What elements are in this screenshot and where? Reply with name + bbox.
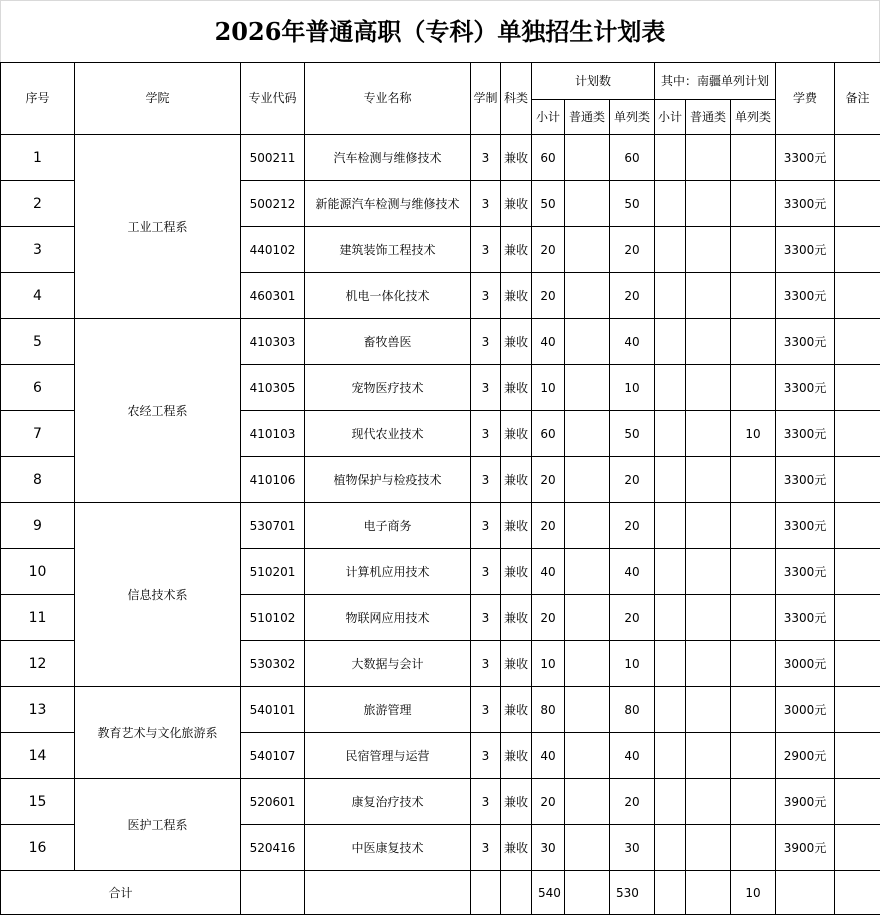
nj-general-cell: [686, 641, 731, 687]
plan-single-cell: 40: [610, 549, 655, 595]
major-name-cell: 宠物医疗技术: [305, 365, 471, 411]
duration-cell: 3: [471, 503, 501, 549]
header-plan-general: 普通类: [565, 100, 610, 135]
table-row: [1, 687, 880, 733]
plan-subtotal-cell: 20: [532, 273, 565, 319]
duration-cell: 3: [471, 733, 501, 779]
major-name-cell: 计算机应用技术: [305, 549, 471, 595]
header-nj-general: 普通类: [686, 100, 731, 135]
nj-single-cell: [731, 273, 776, 319]
header-plan-single: 单列类: [610, 100, 655, 135]
total-code-cell: [241, 871, 305, 915]
major-name-cell: 建筑装饰工程技术: [305, 227, 471, 273]
major-name-cell: 康复治疗技术: [305, 779, 471, 825]
nj-subtotal-cell: [655, 135, 686, 181]
remark-cell: [835, 595, 880, 641]
subject-cell: 兼收: [501, 825, 532, 871]
seq-cell: 5: [1, 319, 75, 365]
fee-cell: 3300元: [776, 457, 835, 503]
total-nj-single-cell: 10: [731, 871, 776, 915]
major-code-cell: 410303: [241, 319, 305, 365]
nj-single-cell: [731, 595, 776, 641]
subject-cell: 兼收: [501, 595, 532, 641]
duration-cell: 3: [471, 135, 501, 181]
remark-cell: [835, 687, 880, 733]
table-row: [1, 503, 880, 549]
duration-cell: 3: [471, 319, 501, 365]
nj-general-cell: [686, 411, 731, 457]
nj-single-cell: [731, 227, 776, 273]
plan-general-cell: [565, 825, 610, 871]
plan-single-cell: 20: [610, 503, 655, 549]
plan-single-cell: 30: [610, 825, 655, 871]
subject-cell: 兼收: [501, 733, 532, 779]
nj-single-cell: [731, 365, 776, 411]
nj-subtotal-cell: [655, 595, 686, 641]
remark-cell: [835, 273, 880, 319]
major-name-cell: 植物保护与检疫技术: [305, 457, 471, 503]
nj-subtotal-cell: [655, 411, 686, 457]
fee-cell: 3300元: [776, 365, 835, 411]
seq-cell: 9: [1, 503, 75, 549]
header-plan-subtotal: 小计: [532, 100, 565, 135]
major-code-cell: 410106: [241, 457, 305, 503]
nj-single-cell: [731, 181, 776, 227]
major-code-cell: 540107: [241, 733, 305, 779]
duration-cell: 3: [471, 641, 501, 687]
plan-single-cell: 20: [610, 595, 655, 641]
duration-cell: 3: [471, 825, 501, 871]
nj-subtotal-cell: [655, 503, 686, 549]
seq-cell: 2: [1, 181, 75, 227]
header-plan: 计划数: [532, 63, 655, 100]
nj-single-cell: [731, 549, 776, 595]
plan-subtotal-cell: 40: [532, 549, 565, 595]
fee-cell: 3000元: [776, 687, 835, 733]
major-name-cell: 汽车检测与维修技术: [305, 135, 471, 181]
seq-cell: 15: [1, 779, 75, 825]
plan-general-cell: [565, 135, 610, 181]
header-major: 专业名称: [305, 63, 471, 135]
nj-general-cell: [686, 779, 731, 825]
nj-general-cell: [686, 227, 731, 273]
major-name-cell: 民宿管理与运营: [305, 733, 471, 779]
nj-single-cell: [731, 733, 776, 779]
plan-general-cell: [565, 595, 610, 641]
seq-cell: 12: [1, 641, 75, 687]
table-row: [1, 135, 880, 181]
remark-cell: [835, 641, 880, 687]
plan-general-cell: [565, 733, 610, 779]
header-seq: 序号: [1, 63, 75, 135]
plan-single-cell: 50: [610, 181, 655, 227]
plan-general-cell: [565, 273, 610, 319]
plan-subtotal-cell: 30: [532, 825, 565, 871]
subject-cell: 兼收: [501, 181, 532, 227]
duration-cell: 3: [471, 273, 501, 319]
major-code-cell: 410305: [241, 365, 305, 411]
remark-cell: [835, 457, 880, 503]
nj-subtotal-cell: [655, 273, 686, 319]
header-nj-single: 单列类: [731, 100, 776, 135]
total-remark-cell: [835, 871, 880, 915]
major-code-cell: 500211: [241, 135, 305, 181]
seq-cell: 14: [1, 733, 75, 779]
plan-general-cell: [565, 181, 610, 227]
header-nj-subtotal: 小计: [655, 100, 686, 135]
total-subtotal-cell: 540: [532, 871, 565, 915]
college-cell: 信息技术系: [75, 503, 241, 687]
duration-cell: 3: [471, 365, 501, 411]
subject-cell: 兼收: [501, 457, 532, 503]
nj-subtotal-cell: [655, 779, 686, 825]
major-code-cell: 530302: [241, 641, 305, 687]
plan-subtotal-cell: 20: [532, 457, 565, 503]
nj-general-cell: [686, 503, 731, 549]
plan-subtotal-cell: 40: [532, 319, 565, 365]
major-name-cell: 畜牧兽医: [305, 319, 471, 365]
fee-cell: 3300元: [776, 181, 835, 227]
seq-cell: 7: [1, 411, 75, 457]
nj-general-cell: [686, 457, 731, 503]
remark-cell: [835, 503, 880, 549]
duration-cell: 3: [471, 181, 501, 227]
header-fee: 学费: [776, 63, 835, 135]
header-nanjiang: 其中：南疆单列计划: [655, 63, 776, 100]
fee-cell: 3000元: [776, 641, 835, 687]
fee-cell: 3300元: [776, 135, 835, 181]
plan-subtotal-cell: 10: [532, 365, 565, 411]
seq-cell: 8: [1, 457, 75, 503]
college-cell: 农经工程系: [75, 319, 241, 503]
seq-cell: 6: [1, 365, 75, 411]
plan-general-cell: [565, 779, 610, 825]
total-single-cell: 530: [610, 871, 655, 915]
subject-cell: 兼收: [501, 641, 532, 687]
nj-general-cell: [686, 273, 731, 319]
college-cell: 教育艺术与文化旅游系: [75, 687, 241, 779]
remark-cell: [835, 365, 880, 411]
fee-cell: 3900元: [776, 779, 835, 825]
nj-subtotal-cell: [655, 457, 686, 503]
subject-cell: 兼收: [501, 503, 532, 549]
fee-cell: 3900元: [776, 825, 835, 871]
total-row: [1, 871, 880, 915]
header-code: 专业代码: [241, 63, 305, 135]
plan-general-cell: [565, 549, 610, 595]
enrollment-plan-table: [0, 62, 880, 915]
total-nj-subtotal-cell: [655, 871, 686, 915]
nj-subtotal-cell: [655, 227, 686, 273]
seq-cell: 10: [1, 549, 75, 595]
nj-subtotal-cell: [655, 825, 686, 871]
nj-general-cell: [686, 181, 731, 227]
plan-single-cell: 20: [610, 779, 655, 825]
table-body: [1, 135, 880, 915]
total-major-cell: [305, 871, 471, 915]
plan-general-cell: [565, 227, 610, 273]
total-general-cell: [565, 871, 610, 915]
plan-single-cell: 50: [610, 411, 655, 457]
remark-cell: [835, 779, 880, 825]
plan-single-cell: 20: [610, 227, 655, 273]
duration-cell: 3: [471, 411, 501, 457]
seq-cell: 11: [1, 595, 75, 641]
plan-subtotal-cell: 60: [532, 135, 565, 181]
major-code-cell: 520416: [241, 825, 305, 871]
plan-single-cell: 40: [610, 733, 655, 779]
plan-single-cell: 80: [610, 687, 655, 733]
total-fee-cell: [776, 871, 835, 915]
header-subject: 科类: [501, 63, 532, 135]
subject-cell: 兼收: [501, 411, 532, 457]
plan-general-cell: [565, 687, 610, 733]
nj-subtotal-cell: [655, 733, 686, 779]
header-duration: 学制: [471, 63, 501, 135]
duration-cell: 3: [471, 595, 501, 641]
major-code-cell: 500212: [241, 181, 305, 227]
major-code-cell: 410103: [241, 411, 305, 457]
nj-general-cell: [686, 135, 731, 181]
duration-cell: 3: [471, 779, 501, 825]
subject-cell: 兼收: [501, 779, 532, 825]
plan-general-cell: [565, 641, 610, 687]
remark-cell: [835, 319, 880, 365]
plan-subtotal-cell: 20: [532, 227, 565, 273]
nj-single-cell: [731, 503, 776, 549]
subject-cell: 兼收: [501, 227, 532, 273]
plan-subtotal-cell: 20: [532, 779, 565, 825]
plan-subtotal-cell: 50: [532, 181, 565, 227]
major-code-cell: 510201: [241, 549, 305, 595]
nj-general-cell: [686, 825, 731, 871]
major-name-cell: 新能源汽车检测与维修技术: [305, 181, 471, 227]
fee-cell: 3300元: [776, 503, 835, 549]
nj-single-cell: [731, 779, 776, 825]
nj-general-cell: [686, 687, 731, 733]
remark-cell: [835, 549, 880, 595]
table-row: [1, 319, 880, 365]
major-name-cell: 物联网应用技术: [305, 595, 471, 641]
nj-single-cell: [731, 319, 776, 365]
plan-general-cell: [565, 411, 610, 457]
nj-single-cell: 10: [731, 411, 776, 457]
plan-general-cell: [565, 457, 610, 503]
fee-cell: 3300元: [776, 273, 835, 319]
major-name-cell: 现代农业技术: [305, 411, 471, 457]
nj-subtotal-cell: [655, 365, 686, 411]
major-code-cell: 510102: [241, 595, 305, 641]
nj-subtotal-cell: [655, 687, 686, 733]
major-code-cell: 530701: [241, 503, 305, 549]
remark-cell: [835, 733, 880, 779]
fee-cell: 3300元: [776, 595, 835, 641]
plan-subtotal-cell: 20: [532, 503, 565, 549]
header-college: 学院: [75, 63, 241, 135]
fee-cell: 2900元: [776, 733, 835, 779]
fee-cell: 3300元: [776, 227, 835, 273]
subject-cell: 兼收: [501, 319, 532, 365]
major-name-cell: 电子商务: [305, 503, 471, 549]
subject-cell: 兼收: [501, 273, 532, 319]
nj-general-cell: [686, 319, 731, 365]
plan-single-cell: 10: [610, 365, 655, 411]
nj-subtotal-cell: [655, 181, 686, 227]
fee-cell: 3300元: [776, 549, 835, 595]
major-name-cell: 中医康复技术: [305, 825, 471, 871]
plan-single-cell: 40: [610, 319, 655, 365]
plan-subtotal-cell: 20: [532, 595, 565, 641]
remark-cell: [835, 825, 880, 871]
subject-cell: 兼收: [501, 365, 532, 411]
nj-single-cell: [731, 641, 776, 687]
major-code-cell: 440102: [241, 227, 305, 273]
total-nj-general-cell: [686, 871, 731, 915]
header-remark: 备注: [835, 63, 880, 135]
nj-single-cell: [731, 457, 776, 503]
seq-cell: 4: [1, 273, 75, 319]
subject-cell: 兼收: [501, 135, 532, 181]
duration-cell: 3: [471, 457, 501, 503]
remark-cell: [835, 181, 880, 227]
college-cell: 工业工程系: [75, 135, 241, 319]
nj-subtotal-cell: [655, 549, 686, 595]
major-name-cell: 大数据与会计: [305, 641, 471, 687]
nj-general-cell: [686, 365, 731, 411]
seq-cell: 3: [1, 227, 75, 273]
remark-cell: [835, 411, 880, 457]
plan-single-cell: 20: [610, 457, 655, 503]
subject-cell: 兼收: [501, 549, 532, 595]
college-cell: 医护工程系: [75, 779, 241, 871]
nj-single-cell: [731, 825, 776, 871]
duration-cell: 3: [471, 687, 501, 733]
remark-cell: [835, 227, 880, 273]
total-subject-cell: [501, 871, 532, 915]
major-code-cell: 540101: [241, 687, 305, 733]
seq-cell: 1: [1, 135, 75, 181]
major-name-cell: 旅游管理: [305, 687, 471, 733]
subject-cell: 兼收: [501, 687, 532, 733]
remark-cell: [835, 135, 880, 181]
plan-subtotal-cell: 60: [532, 411, 565, 457]
duration-cell: 3: [471, 227, 501, 273]
plan-general-cell: [565, 365, 610, 411]
major-code-cell: 520601: [241, 779, 305, 825]
plan-single-cell: 60: [610, 135, 655, 181]
nj-general-cell: [686, 595, 731, 641]
table-row: [1, 779, 880, 825]
plan-subtotal-cell: 80: [532, 687, 565, 733]
nj-subtotal-cell: [655, 319, 686, 365]
major-name-cell: 机电一体化技术: [305, 273, 471, 319]
nj-general-cell: [686, 733, 731, 779]
nj-subtotal-cell: [655, 641, 686, 687]
fee-cell: 3300元: [776, 319, 835, 365]
plan-general-cell: [565, 503, 610, 549]
total-duration-cell: [471, 871, 501, 915]
nj-single-cell: [731, 687, 776, 733]
seq-cell: 13: [1, 687, 75, 733]
table-title: 2026年普通高职（专科）单独招生计划表: [0, 0, 880, 62]
plan-subtotal-cell: 40: [532, 733, 565, 779]
nj-general-cell: [686, 549, 731, 595]
plan-general-cell: [565, 319, 610, 365]
plan-single-cell: 10: [610, 641, 655, 687]
nj-single-cell: [731, 135, 776, 181]
total-label: 合计: [1, 871, 241, 915]
plan-subtotal-cell: 10: [532, 641, 565, 687]
seq-cell: 16: [1, 825, 75, 871]
major-code-cell: 460301: [241, 273, 305, 319]
fee-cell: 3300元: [776, 411, 835, 457]
duration-cell: 3: [471, 549, 501, 595]
plan-single-cell: 20: [610, 273, 655, 319]
